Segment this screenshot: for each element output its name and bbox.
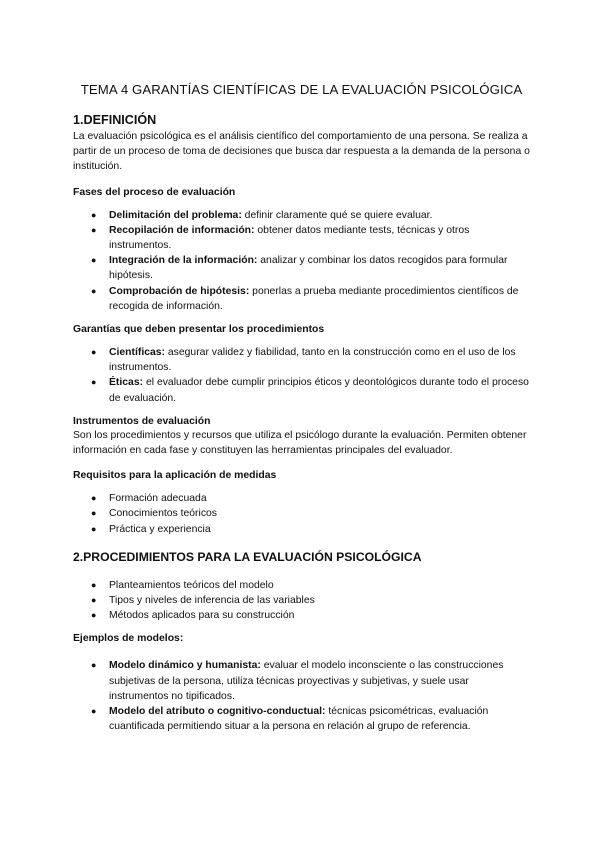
item-text: el evaluador debe cumplir principios éticos y deontológicos durante todo el proceso de evaluación.: [109, 377, 529, 404]
item-term: Recopilación de información:: [109, 224, 255, 236]
bullet-icon: ●: [91, 377, 97, 388]
instrumentos-paragraph: Son los procedimientos y recursos que utiliza el psicólogo durante la evaluación. Permiten obtener información en cada fase y constituyen las herramientas principales del evaluador.: [73, 429, 527, 457]
ejemplos-list: [73, 658, 530, 734]
item-term: Éticas:: [109, 377, 144, 389]
bullet-icon: ●: [91, 595, 97, 606]
list-item: [91, 491, 530, 506]
item-text: obtener datos mediante tests, técnicas y otros instrumentos.: [109, 224, 470, 252]
item-term: Integración de la información:: [109, 255, 258, 267]
item-text: Práctica y experiencia: [109, 523, 211, 535]
item-text: Tipos y niveles de inferencia de las variables: [109, 595, 315, 607]
section2-heading: 2.PROCEDIMIENTOS PARA LA EVALUACIÓN PSICOLÓGICA: [73, 549, 422, 564]
list-item: [91, 345, 530, 375]
list-item: [91, 223, 530, 253]
list-item: [91, 522, 530, 537]
bullet-icon: ●: [91, 523, 97, 534]
bullet-icon: ●: [91, 610, 97, 621]
item-text: analizar y combinar los datos recogidos para formular hipótesis.: [109, 255, 508, 282]
list-item: [91, 284, 530, 314]
item-text: Conocimientos teóricos: [109, 508, 217, 520]
instrumentos-heading: Instrumentos de evaluación: [73, 415, 211, 427]
list-item: [91, 578, 530, 593]
bullet-icon: ●: [91, 508, 97, 519]
fases-heading: Fases del proceso de evaluación: [73, 186, 236, 198]
bullet-icon: ●: [91, 209, 97, 220]
ejemplos-heading: Ejemplos de modelos:: [73, 633, 184, 645]
garantias-heading: Garantías que deben presentar los procedimientos: [73, 324, 325, 336]
list-item: [91, 208, 530, 223]
page-title: TEMA 4 GARANTÍAS CIENTÍFICAS DE LA EVALUACIÓN PSICOLÓGICA: [80, 82, 523, 97]
bullet-icon: ●: [91, 660, 97, 671]
bullet-icon: ●: [91, 579, 97, 590]
definition-paragraph: La evaluación psicológica es el análisis científico del comportamiento de una persona. Se realiza a partir de un proceso de toma de decisiones que busca dar respuesta a la demanda de la persona o institución.: [73, 131, 530, 173]
requisitos-list: [73, 491, 530, 537]
list-item: [91, 658, 530, 704]
list-item: [91, 593, 530, 608]
bullet-icon: ●: [91, 224, 97, 235]
item-text: Métodos aplicados para su construcción: [109, 610, 295, 622]
item-text: asegurar validez y fiabilidad, tanto en la construcción como en el uso de los instrumentos.: [109, 347, 516, 374]
garantias-list: [73, 345, 530, 406]
procedimientos-list: [73, 578, 530, 624]
item-text: Planteamientos teóricos del modelo: [109, 579, 274, 591]
item-text: evaluar el modelo inconsciente o las construcciones subjetivas de la persona, utiliza técnicas proyectivas y subjetivas, y suele usar instrumentos no tipificados.: [109, 660, 504, 702]
item-text: técnicas psicométricas, evaluación cuantificada permitiendo situar a la persona en relación al grupo de referencia.: [109, 706, 489, 733]
item-text: definir claramente qué se quiere evaluar.: [241, 209, 433, 221]
list-item: [91, 375, 530, 405]
list-item: [91, 704, 530, 734]
item-text: Formación adecuada: [109, 493, 207, 505]
bullet-icon: ●: [91, 493, 97, 504]
item-text: ponerlas a prueba mediante procedimientos científicos de recogida de información.: [109, 285, 519, 312]
item-term: Modelo dinámico y humanista:: [109, 660, 261, 672]
bullet-icon: ●: [91, 347, 97, 358]
list-item: [91, 253, 530, 283]
item-term: Delimitación del problema:: [109, 209, 242, 221]
fases-list: [73, 208, 530, 314]
section1-heading: 1.DEFINICIÓN: [73, 113, 157, 127]
bullet-icon: ●: [91, 285, 97, 296]
item-term: Científicas:: [109, 347, 166, 359]
requisitos-heading: Requisitos para la aplicación de medidas: [73, 470, 277, 482]
item-term: Modelo del atributo o cognitivo-conductual:: [109, 706, 326, 718]
bullet-icon: ●: [91, 255, 97, 266]
bullet-icon: ●: [91, 706, 97, 717]
item-term: Comprobación de hipótesis:: [109, 285, 250, 297]
list-item: [91, 608, 530, 623]
list-item: [91, 506, 530, 521]
